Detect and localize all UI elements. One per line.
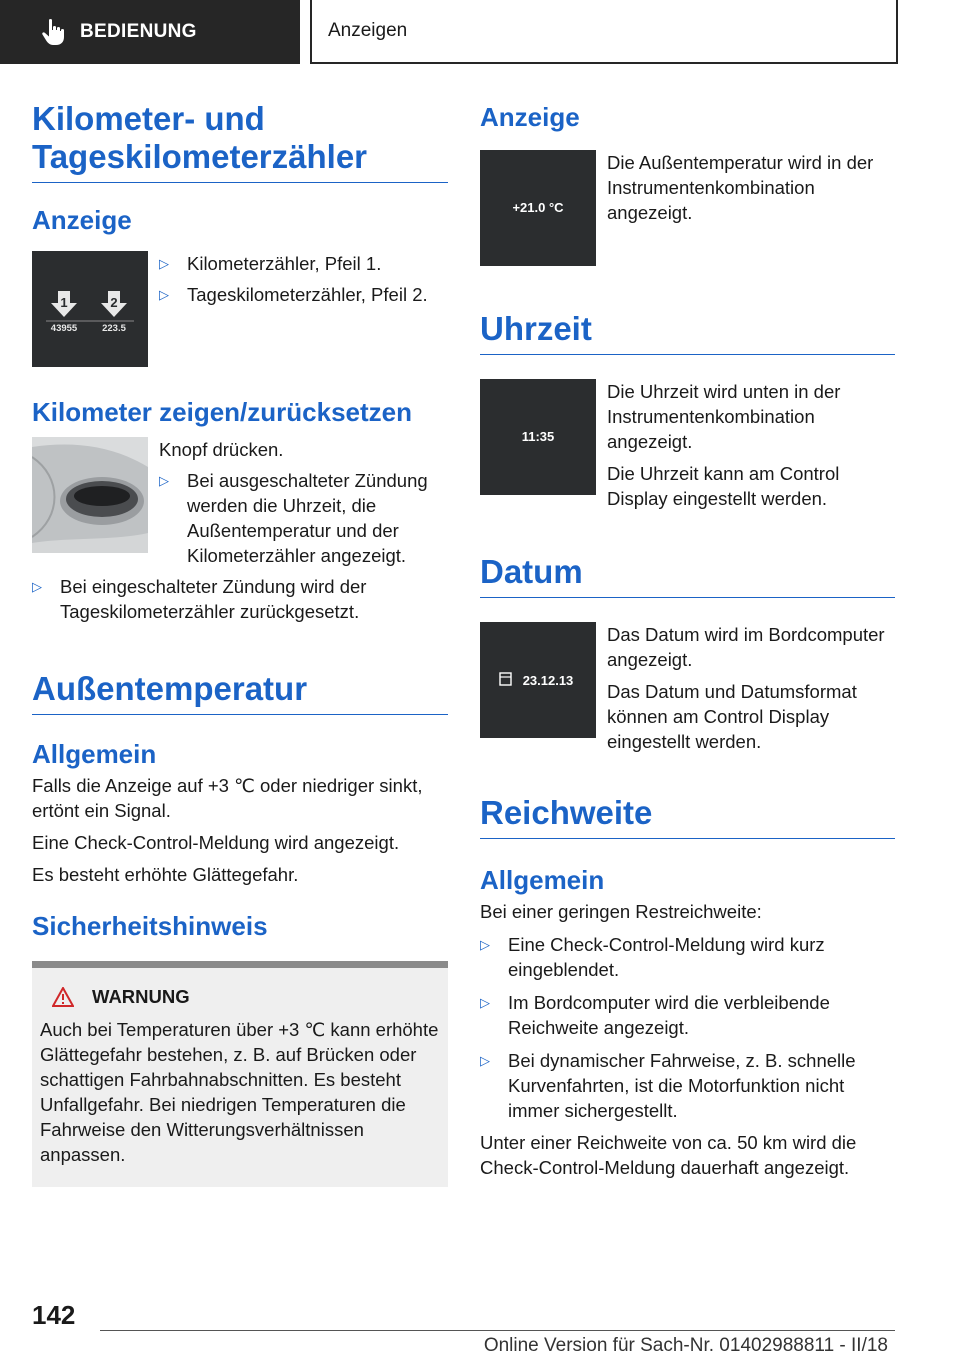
triangle-bullet-icon: ▷: [159, 287, 169, 302]
time-figure-row: [480, 379, 895, 511]
reset-intro: Knopf drücken.: [159, 439, 284, 460]
date-display-value: 23.12.13: [522, 673, 574, 688]
warning-title: [52, 986, 440, 1008]
triangle-bullet-icon: ▷: [159, 256, 169, 271]
reset-texts: [159, 437, 448, 568]
right-column: [480, 100, 895, 1180]
calendar-icon: [500, 673, 511, 685]
time-title: Uhrzeit: [480, 310, 895, 355]
warning-triangle-icon: [52, 987, 74, 1007]
temp-display-heading: Anzeige: [480, 102, 580, 132]
list-item: ▷ Kilometerzähler, Pfeil 1.: [159, 253, 382, 274]
list-item: ▷ Eine Check-Control-Meldung wird kurz eingeblendet.: [480, 934, 825, 980]
temp-para-1: Falls die Anzeige auf +3 ℃ oder niedriger sinkt, ertönt ein Signal.: [32, 775, 423, 821]
list-item: ▷ Bei ausgeschalteter Zündung werden die Uhrzeit, die Außentemperatur und der Kilometerzähler angezeigt.: [159, 470, 428, 566]
date-display-graphic: [480, 622, 596, 738]
reset-figure-row: [32, 437, 448, 568]
range-title: Reichweite: [480, 794, 895, 839]
temp-general-heading: Allgemein: [32, 739, 157, 769]
warning-label: WARNUNG: [92, 986, 190, 1007]
hand-pointer-icon: [38, 17, 68, 47]
odometer-bullets: [159, 251, 448, 307]
time-display-value: 11:35: [521, 429, 555, 444]
temp-display-graphic: [480, 150, 596, 266]
time-text-1: Die Uhrzeit wird unten in der Instrumentenkombination angezeigt.: [607, 381, 841, 452]
triangle-bullet-icon: ▷: [159, 473, 169, 488]
list-item: ▷ Bei dynamischer Fahrweise, z. B. schnelle Kurvenfahrten, ist die Motorfunktion nicht immer sichergestellt.: [480, 1050, 856, 1121]
header-section-tab: [0, 0, 300, 64]
odometer-figure-row: [32, 251, 448, 367]
date-title: Datum: [480, 553, 895, 598]
safety-heading: Sicherheitshinweis: [32, 911, 268, 941]
list-item: ▷ Bei eingeschalteter Zündung wird der Tageskilometerzähler zurückgesetzt.: [32, 576, 367, 622]
triangle-bullet-icon: ▷: [32, 579, 42, 594]
odometer-title: Kilometer- und Tageskilometerzähler: [32, 100, 448, 183]
range-outro: Unter einer Reichweite von ca. 50 km wird die Check-Control-Meldung dauerhaft angezeigt.: [480, 1132, 857, 1178]
triangle-bullet-icon: ▷: [480, 995, 490, 1010]
warning-text: Auch bei Temperaturen über +3 ℃ kann erhöhte Glättegefahr bestehen, z. B. auf Brücken oder schattigen Fahrbahnabschnitten. Es besteht Unfallgefahr. Bei niedrigen Temperaturen die Fahrweise den Witterungsverhältnissen anpassen.: [40, 1019, 439, 1165]
list-item: ▷ Im Bordcomputer wird die verbleibende Reichweite angezeigt.: [480, 992, 830, 1038]
header-chapter-tab: [310, 0, 898, 64]
triangle-bullet-icon: ▷: [480, 937, 490, 952]
triangle-bullet-icon: ▷: [480, 1053, 490, 1068]
date-text-2: Das Datum und Datumsformat können am Control Display eingestellt werden.: [607, 681, 857, 752]
reset-button-image: [32, 437, 148, 553]
temp-display-image: [480, 150, 596, 266]
time-display-graphic: [480, 379, 596, 495]
time-texts: [607, 379, 895, 511]
date-texts: [607, 622, 895, 754]
arrow-2-label: 2: [110, 295, 118, 310]
temp-display-text: Die Außentemperatur wird in der Instrumentenkombination angezeigt.: [607, 152, 874, 223]
date-figure-row: [480, 622, 895, 754]
footer-divider: [100, 1330, 895, 1331]
temp-figure-row: [480, 150, 895, 266]
left-column: [32, 100, 448, 1187]
online-version-text: Online Version für Sach-Nr. 01402988811 - II/18: [483, 1335, 888, 1356]
chapter-label: Anzeigen: [328, 20, 408, 41]
tripmeter-value: 223.5: [102, 323, 126, 334]
odometer-arrows-graphic: [32, 251, 148, 367]
temp-display-text-wrap: [607, 150, 895, 225]
reset-heading: Kilometer zeigen/zurücksetzen: [32, 397, 412, 427]
arrow-1-label: 1: [60, 295, 68, 310]
list-item: ▷ Tageskilometerzähler, Pfeil 2.: [159, 284, 428, 305]
section-label: BEDIENUNG: [80, 21, 197, 42]
page-number: 142: [32, 1300, 76, 1330]
temp-display-value: +21.0 °C: [512, 200, 564, 215]
date-text-1: Das Datum wird im Bordcomputer angezeigt.: [607, 624, 885, 670]
odometer-display-image: [32, 251, 148, 367]
warning-box: [32, 961, 448, 1187]
reset-knob-graphic: [32, 437, 148, 553]
odometer-value: 43955: [50, 323, 78, 334]
range-intro: Bei einer geringen Restreichweite:: [480, 901, 762, 922]
time-display-image: [480, 379, 596, 495]
time-text-2: Die Uhrzeit kann am Control Display eingestellt werden.: [607, 463, 840, 509]
outside-temp-title: Außentemperatur: [32, 670, 448, 715]
temp-para-2: Eine Check-Control-Meldung wird angezeigt.: [32, 832, 400, 853]
temp-para-3: Es besteht erhöhte Glättegefahr.: [32, 864, 299, 885]
range-general-heading: Allgemein: [480, 865, 605, 895]
odometer-display-heading: Anzeige: [32, 205, 132, 235]
date-display-image: [480, 622, 596, 738]
